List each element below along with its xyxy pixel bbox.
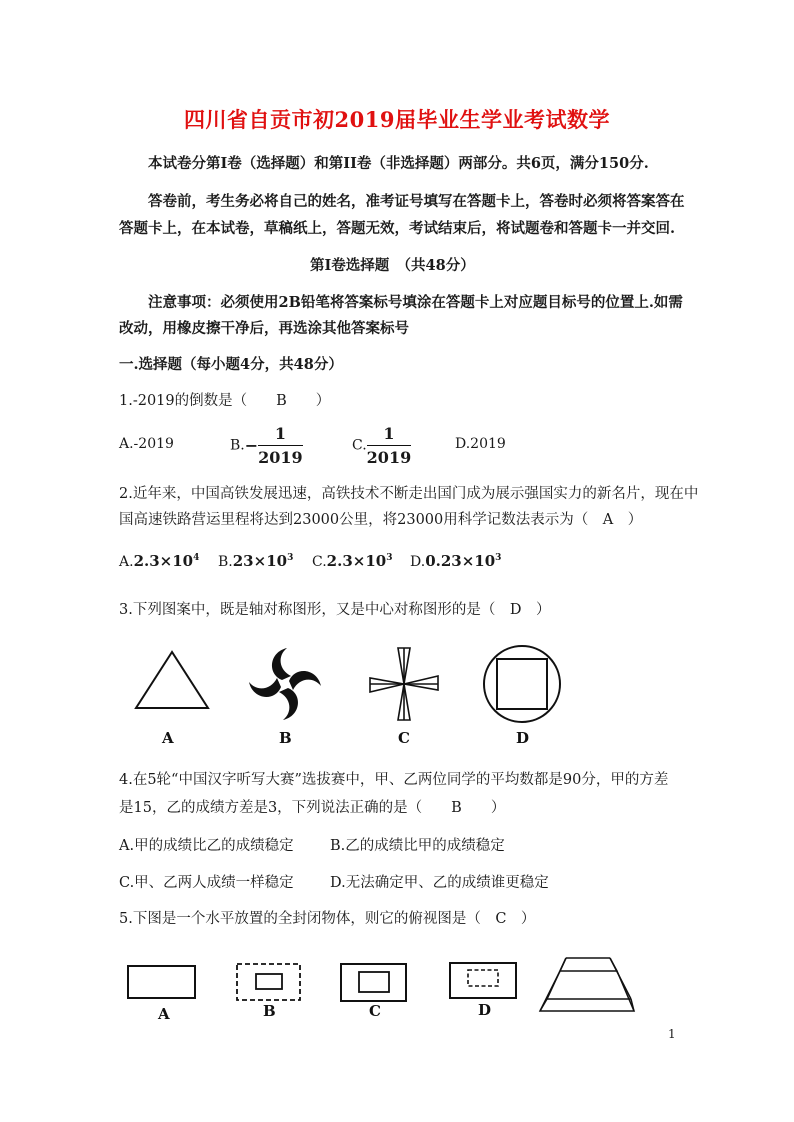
q2-line-1: 2.近年来，中国高铁发展迅速，高铁技术不断走出国门成为展示强国实力的新名片，现在中 bbox=[119, 486, 699, 502]
q3-label-d: D bbox=[516, 729, 530, 747]
q3-triangle-figure bbox=[136, 652, 208, 708]
q1-option-c-fraction bbox=[367, 424, 412, 467]
q5-label-d: D bbox=[478, 1001, 492, 1019]
q2-option-b-base: 23×10 bbox=[232, 552, 288, 570]
q1-option-b-sign: − bbox=[244, 436, 259, 455]
q5-figures bbox=[120, 952, 650, 1024]
q2-option-c-exponent: 3 bbox=[386, 553, 393, 563]
q2-option-d bbox=[410, 552, 501, 570]
q1-option-d: D.2019 bbox=[455, 436, 506, 452]
q1-option-b-fraction bbox=[258, 424, 303, 467]
q2-option-a-exponent: 4 bbox=[193, 553, 200, 563]
q2-option-b-prefix: B. bbox=[218, 554, 233, 570]
q5-label-b: B bbox=[263, 1002, 276, 1020]
q4-option-c: C.甲、乙两人成绩一样稳定 bbox=[119, 875, 294, 891]
q3-label-a: A bbox=[162, 729, 174, 747]
q1-option-a: A.-2019 bbox=[119, 436, 174, 452]
q2-option-d-value bbox=[425, 552, 501, 570]
q5-label-c: C bbox=[369, 1002, 381, 1020]
q1-stem: 1.-2019的倒数是（ B ） bbox=[119, 393, 331, 409]
q3-pinwheel-figure bbox=[249, 648, 321, 720]
q2-option-a-base: 2.3×10 bbox=[133, 552, 194, 570]
page-number: 1 bbox=[668, 1027, 676, 1041]
q3-circle-square-figure bbox=[484, 646, 560, 722]
part1-title: 第I卷选择题 （共48分） bbox=[310, 257, 475, 274]
q2-option-a-value bbox=[134, 552, 200, 570]
q4-line-2: 是15，乙的成绩方差是3，下列说法正确的是（ B ） bbox=[119, 800, 506, 816]
q1-option-b bbox=[230, 424, 303, 467]
q1-option-b-numerator: 1 bbox=[258, 424, 303, 446]
notes-line-2: 改动，用橡皮擦干净后，再选涂其他答案标号 bbox=[119, 320, 409, 337]
q2-line-2: 国高速铁路营运里程将达到23000公里，将23000用科学记数法表示为（ A ） bbox=[119, 512, 643, 528]
q2-option-a-prefix: A. bbox=[119, 554, 134, 570]
page-title: 四川省自贡市初2019届毕业生学业考试数学 bbox=[184, 107, 610, 132]
instructions-line-2: 答题卡上，在本试卷，草稿纸上，答题无效，考试结束后，将试题卷和答题卡一并交回. bbox=[119, 220, 676, 237]
q4-option-b: B.乙的成绩比甲的成绩稳定 bbox=[330, 838, 505, 854]
q3-figures bbox=[120, 640, 570, 750]
q5-stem: 5.下图是一个水平放置的全封闭物体，则它的俯视图是（ C ） bbox=[119, 911, 536, 927]
q5-solid-object-figure bbox=[540, 958, 634, 1011]
q1-option-c-numerator: 1 bbox=[367, 424, 412, 446]
q3-propeller-figure bbox=[370, 648, 438, 720]
section1-title: 一.选择题（每小题4分，共48分） bbox=[119, 356, 343, 373]
q1-option-b-prefix: B. bbox=[230, 437, 245, 454]
q1-option-c bbox=[352, 424, 411, 467]
q4-option-d: D.无法确定甲、乙的成绩谁更稳定 bbox=[330, 875, 549, 891]
q5-label-a: A bbox=[158, 1005, 170, 1023]
q2-option-b-value bbox=[233, 552, 294, 570]
q3-label-b: B bbox=[279, 729, 292, 747]
q3-stem: 3.下列图案中，既是轴对称图形，又是中心对称图形的是（ D ） bbox=[119, 602, 551, 618]
q5-option-a-figure bbox=[128, 966, 195, 998]
q2-option-c-value bbox=[327, 552, 393, 570]
q1-option-c-prefix: C. bbox=[352, 437, 367, 454]
q5-option-b-figure bbox=[237, 964, 300, 1000]
q1-option-b-denominator: 2019 bbox=[258, 448, 303, 467]
q4-line-1: 4.在5轮“中国汉字听写大赛”选拔赛中，甲、乙两位同学的平均数都是90分，甲的方差 bbox=[119, 772, 669, 788]
q1-option-c-denominator: 2019 bbox=[366, 448, 412, 467]
q4-option-a: A.甲的成绩比乙的成绩稳定 bbox=[119, 838, 294, 854]
instructions-line-1: 答卷前，考生务必将自己的姓名，准考证号填写在答题卡上，答卷时必须将答案答在 bbox=[148, 193, 685, 210]
q2-option-d-base: 0.23×10 bbox=[425, 552, 496, 570]
notes-line-1: 注意事项：必须使用2B铅笔将答案标号填涂在答题卡上对应题目标号的位置上.如需 bbox=[148, 294, 683, 311]
q2-option-b-exponent: 3 bbox=[287, 553, 294, 563]
q2-option-a bbox=[119, 552, 199, 570]
q2-option-b bbox=[218, 552, 293, 570]
q2-option-c-base: 2.3×10 bbox=[326, 552, 387, 570]
q2-option-c bbox=[312, 552, 392, 570]
q2-option-c-prefix: C. bbox=[312, 554, 327, 570]
q2-option-d-prefix: D. bbox=[410, 554, 426, 570]
q2-option-d-exponent: 3 bbox=[495, 553, 502, 563]
q3-label-c: C bbox=[398, 729, 410, 747]
q5-option-d-figure bbox=[450, 963, 516, 998]
q5-option-c-figure bbox=[341, 964, 406, 1001]
intro-text: 本试卷分第I卷（选择题）和第II卷（非选择题）两部分。共6页，满分150分. bbox=[148, 155, 649, 172]
